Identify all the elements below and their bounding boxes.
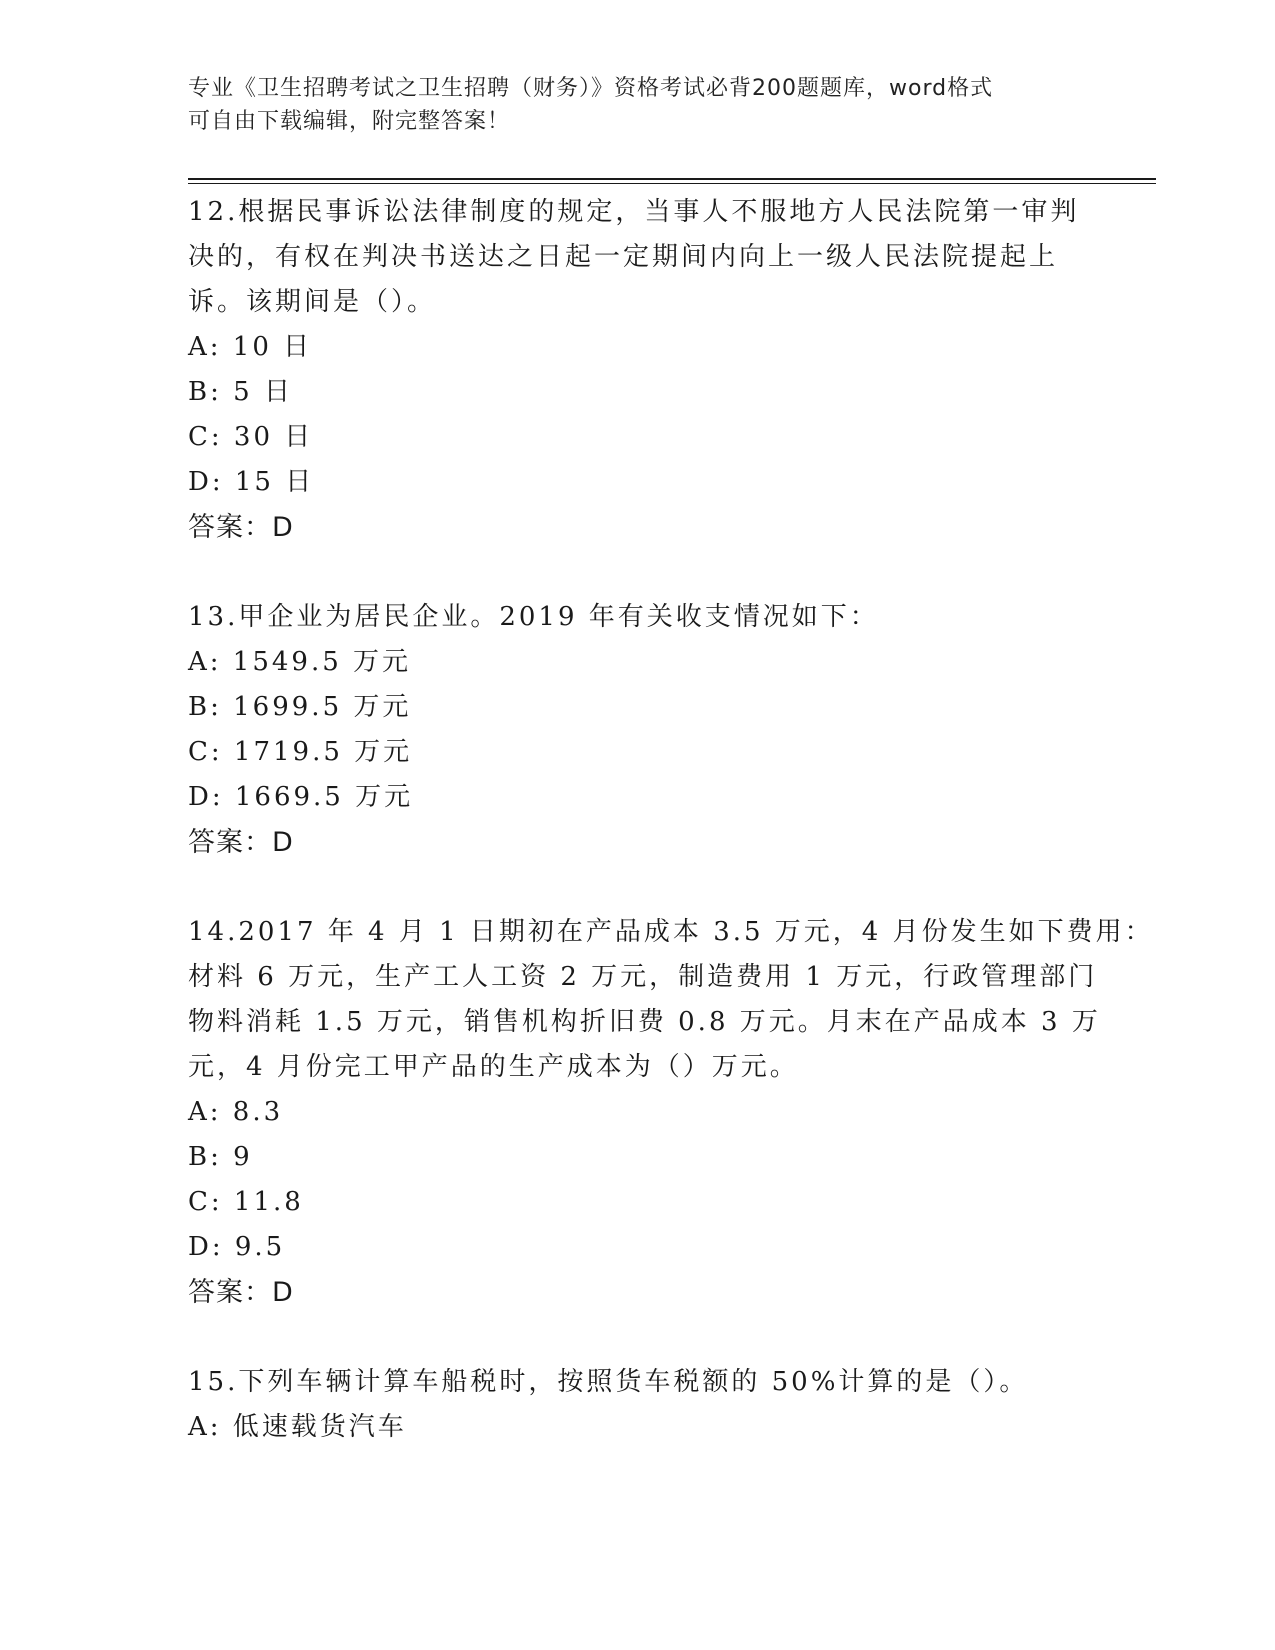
question-text-line: 15.下列车辆计算车船税时，按照货车税额的 50%计算的是（）。: [188, 1367, 1029, 1397]
option-b: B: 1699.5 万元: [188, 692, 412, 722]
question-text-line: 13.甲企业为居民企业。2019 年有关收支情况如下：: [188, 602, 879, 632]
option-c: C: 11.8: [188, 1187, 304, 1217]
header-divider-thick: [188, 178, 1156, 180]
question-text-line: 元，4 月份完工甲产品的生产成本为（）万元。: [188, 1052, 799, 1082]
question-text: [188, 910, 1154, 1090]
option-b: B: 9: [188, 1142, 253, 1172]
question-spacer: [188, 865, 1088, 910]
question-text-line: 物料消耗 1.5 万元，销售机构折旧费 0.8 万元。月末在产品成本 3 万: [188, 1007, 1101, 1037]
question-list: [188, 190, 1154, 1450]
question-text-line: 材料 6 万元，生产工人工资 2 万元，制造费用 1 万元，行政管理部门: [188, 962, 1098, 992]
header-line-1: 专业《卫生招聘考试之卫生招聘（财务）》资格考试必背200题题库，word格式: [188, 76, 994, 101]
option-a: A: 1549.5 万元: [188, 647, 412, 677]
header-divider-thin: [188, 183, 1156, 184]
question-spacer: [188, 1315, 1088, 1360]
option-d: D: 9.5: [188, 1232, 286, 1262]
question-text-line: 14.2017 年 4 月 1 日期初在产品成本 3.5 万元，4 月份发生如下费用：: [188, 917, 1154, 947]
option-a: A: 8.3: [188, 1097, 284, 1127]
option-d: D: 15 日: [188, 467, 315, 497]
option-a: A: 10 日: [188, 332, 313, 362]
answer-label: 答案：D: [188, 512, 294, 543]
question-text: [188, 190, 1088, 325]
question-text-line: 12.根据民事诉讼法律制度的规定，当事人不服地方人民法院第一审判: [188, 197, 1080, 227]
option-b: B: 5 日: [188, 377, 293, 407]
question-text-line: 诉。该期间是（）。: [188, 287, 437, 317]
question-spacer: [188, 550, 1088, 595]
question-14: [188, 910, 1154, 1315]
question-12: [188, 190, 1088, 550]
option-c: C: 30 日: [188, 422, 314, 452]
option-c: C: 1719.5 万元: [188, 737, 413, 767]
question-15: [188, 1360, 1088, 1450]
answer-label: 答案：D: [188, 827, 294, 858]
question-text: [188, 595, 1088, 640]
document-header: [188, 72, 1088, 138]
question-text: [188, 1360, 1088, 1405]
question-text-line: 决的，有权在判决书送达之日起一定期间内向上一级人民法院提起上: [188, 242, 1059, 272]
option-d: D: 1669.5 万元: [188, 782, 414, 812]
answer-label: 答案：D: [188, 1277, 294, 1308]
question-13: [188, 595, 1088, 865]
header-line-2: 可自由下载编辑，附完整答案！: [188, 109, 511, 134]
option-a: A: 低速载货汽车: [188, 1412, 407, 1442]
